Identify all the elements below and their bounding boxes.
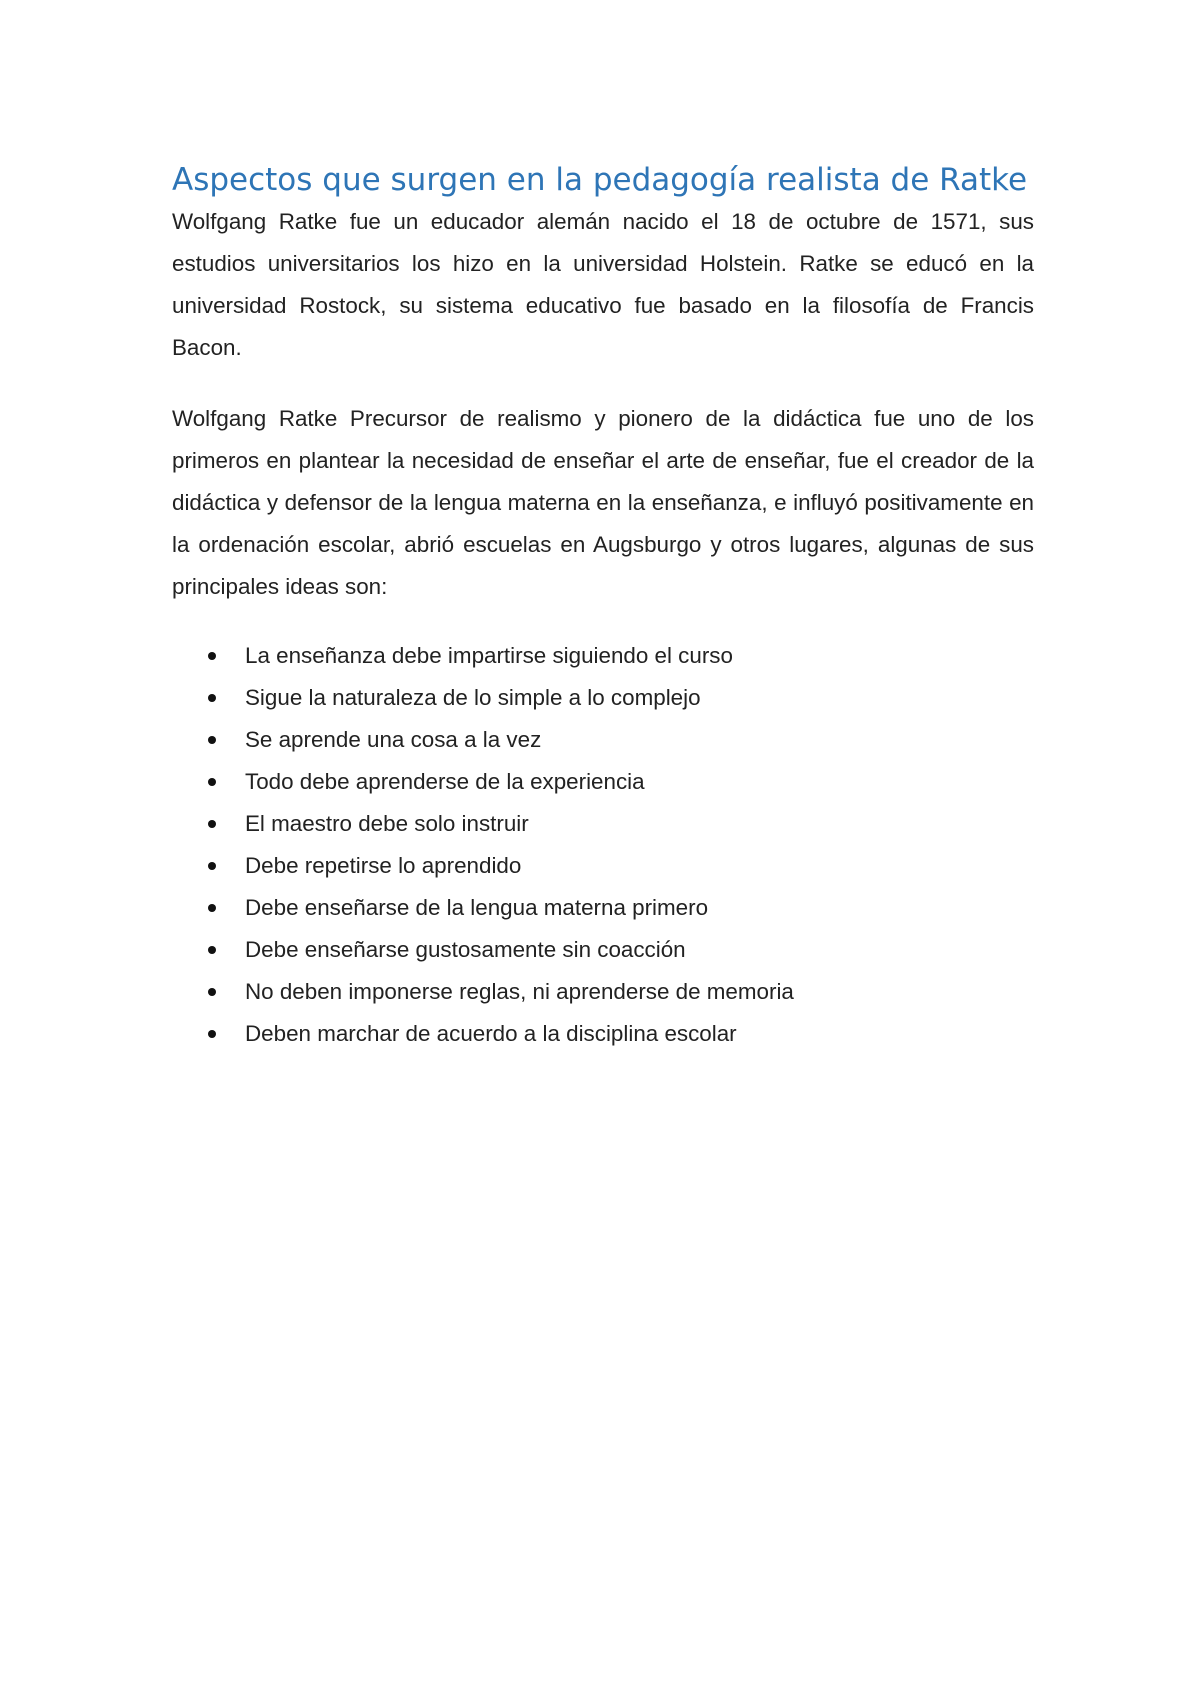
list-item-text: Debe repetirse lo aprendido — [245, 853, 522, 878]
bullet-icon — [208, 736, 216, 744]
bullet-icon — [208, 988, 216, 996]
list-item-text: Todo debe aprenderse de la experiencia — [245, 769, 645, 794]
bullet-icon — [208, 694, 216, 702]
list-item-text: Se aprende una cosa a la vez — [245, 727, 542, 752]
list-item-text: No deben imponerse reglas, ni aprenderse de memoria — [245, 979, 794, 1004]
list-item-text: Debe enseñarse de la lengua materna primero — [245, 895, 709, 920]
list-item — [172, 971, 1034, 1013]
paragraph-precursor: Wolfgang Ratke Precursor de realismo y pionero de la didáctica fue uno de los primeros en plantear la necesidad de enseñar el arte de enseñar, fue el creador de la didáctica y defensor de la lengua materna en la enseñanza, e influyó positivamente en la ordenación escolar, abrió escuelas en Augsburgo y otros lugares, algunas de sus principales ideas son: — [172, 406, 1034, 599]
document-title: Aspectos que surgen en la pedagogía realista de Ratke — [172, 162, 1028, 198]
list-item — [172, 1013, 1034, 1055]
list-item — [172, 887, 1034, 929]
list-item-text: Sigue la naturaleza de lo simple a lo complejo — [245, 685, 701, 710]
list-item-text: La enseñanza debe impartirse siguiendo el curso — [245, 643, 733, 668]
bullet-icon — [208, 862, 216, 870]
bullet-icon — [208, 778, 216, 786]
paragraph-biography: Wolfgang Ratke fue un educador alemán nacido el 18 de octubre de 1571, sus estudios universitarios los hizo en la universidad Holstein. Ratke se educó en la universidad Rostock, su sistema educativo fue basado en la filosofía de Francis Bacon. — [172, 209, 1034, 360]
list-item-text: Deben marchar de acuerdo a la disciplina escolar — [245, 1021, 737, 1046]
bullet-icon — [208, 820, 216, 828]
bullet-icon — [208, 1030, 216, 1038]
list-item — [172, 761, 1034, 803]
list-item — [172, 845, 1034, 887]
list-item — [172, 803, 1034, 845]
bullet-icon — [208, 946, 216, 954]
list-item — [172, 719, 1034, 761]
list-item-text: Debe enseñarse gustosamente sin coacción — [245, 937, 686, 962]
list-item — [172, 635, 1034, 677]
bullet-icon — [208, 652, 216, 660]
list-item-text: El maestro debe solo instruir — [245, 811, 529, 836]
document-page — [172, 160, 1034, 1055]
list-item — [172, 929, 1034, 971]
ideas-bullet-list — [172, 635, 1034, 1055]
bullet-icon — [208, 904, 216, 912]
list-item — [172, 677, 1034, 719]
